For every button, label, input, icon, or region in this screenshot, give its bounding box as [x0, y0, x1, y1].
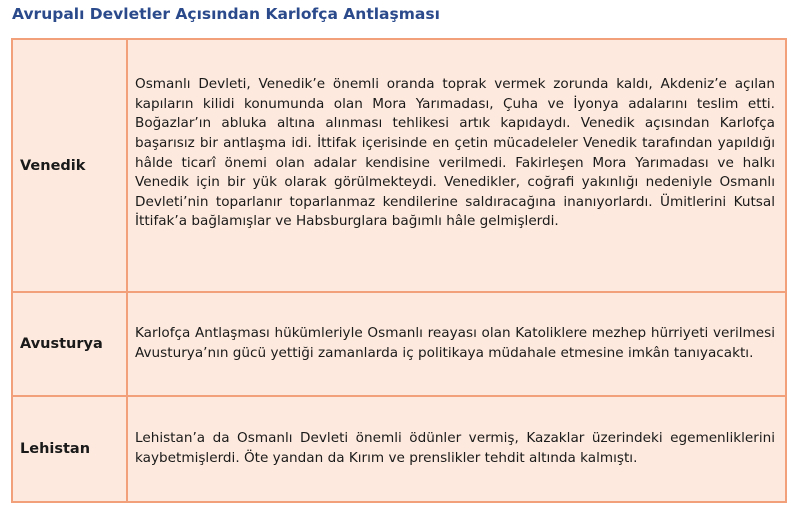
table-row-lehistan	[13, 395, 785, 501]
row-description: Osmanlı Devleti, Venedik’e önemli oranda toprak vermek zorunda kaldı, Akdeniz’e açılan kapıların kilidi konumunda olan Mora Yarımadası, Çuha ve İyonya adalarını teslim etti. Boğazlar’ın abluka altına alınması tehlikesi artık kapıdaydı. Venedik açısından Karlofça başarısız bir antlaşma idi. İttifak içerisinde en çetin mücadeleler Venedik tarafından yapıldığı hâlde ticarî önemi olan adalar kendisine verilmedi. Fakirleşen Mora Yarımadası ve halkı Venedik için bir yük olarak görülmekteydi. Venedikler, coğrafi yakınlığı nedeniyle Osmanlı Devleti’nin toparlanır toparlanmaz kendilerine saldıracağına inanıyorlardı. Ümitlerini Kutsal İttifak’a bağlamışlar ve Habsburglara bağımlı hâle gelmişlerdi.	[135, 76, 775, 230]
page-title: Avrupalı Devletler Açısından Karlofça Antlaşması	[12, 5, 440, 23]
row-description-cell	[128, 397, 785, 501]
table-row-avusturya	[13, 291, 785, 395]
row-description-cell	[128, 293, 785, 395]
info-table	[11, 38, 787, 503]
row-description: Lehistan’a da Osmanlı Devleti önemli ödünler vermiş, Kazaklar üzerindeki egemenliklerini kaybetmişlerdi. Öte yandan da Kırım ve prenslikler tehdit altında kalmıştı.	[135, 430, 775, 466]
row-label: Avusturya	[13, 293, 128, 395]
row-label: Lehistan	[13, 397, 128, 501]
table-row-venedik	[13, 40, 785, 291]
row-label: Venedik	[13, 40, 128, 291]
row-description-cell	[128, 40, 785, 291]
row-description: Karlofça Antlaşması hükümleriyle Osmanlı reayası olan Katoliklere mezhep hürriyeti verilmesi Avusturya’nın gücü yettiği zamanlarda iç politikaya müdahale etmesine imkân tanıyacaktı.	[135, 325, 775, 361]
